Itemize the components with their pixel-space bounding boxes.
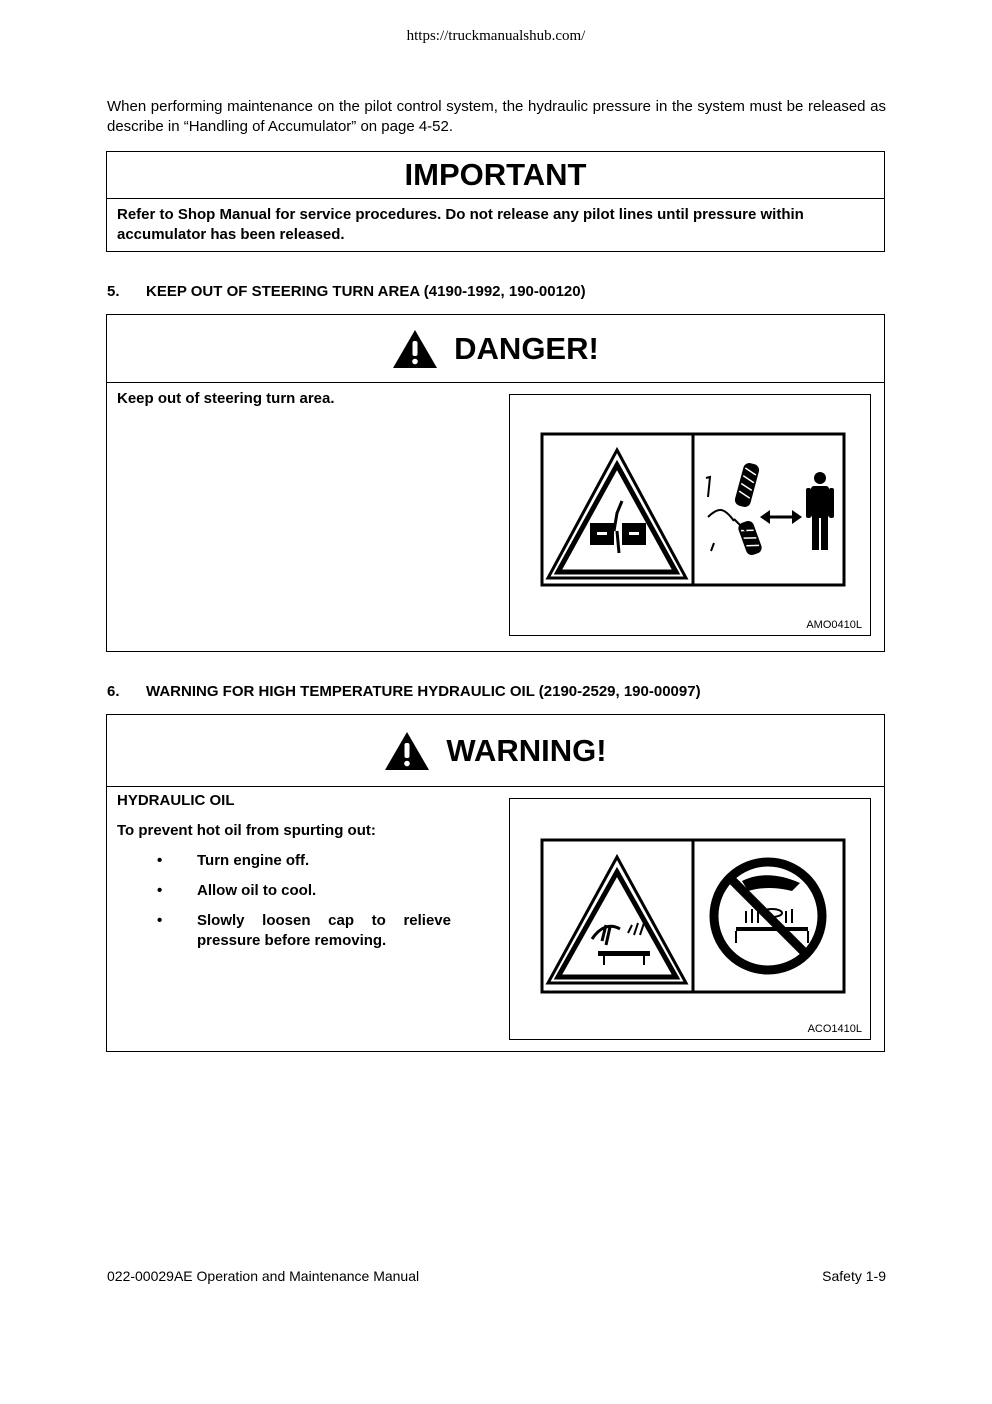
section-title: WARNING FOR HIGH TEMPERATURE HYDRAULIC OIL (2190-2529, 190-00097): [146, 683, 701, 700]
important-body: Refer to Shop Manual for service procedures. Do not release any pilot lines until pressure within accumulator has been released.: [117, 206, 804, 243]
section-number: 6.: [107, 683, 120, 700]
list-item: • Turn engine off.: [157, 852, 310, 869]
warning-box: [106, 714, 885, 1052]
danger-header: [107, 315, 884, 383]
danger-text: Keep out of steering turn area.: [117, 390, 335, 407]
figure-code: AMO0410L: [806, 619, 862, 631]
danger-title: DANGER!: [454, 330, 599, 366]
important-title: IMPORTANT: [404, 157, 587, 192]
danger-box: [106, 314, 885, 652]
footer-manual-title: 022-00029AE Operation and Maintenance Manual: [107, 1268, 420, 1284]
footer-page-number: Safety 1-9: [822, 1268, 886, 1284]
warning-title: WARNING!: [446, 732, 607, 768]
section-title: KEEP OUT OF STEERING TURN AREA (4190-1992, 190-00120): [146, 283, 586, 300]
hydraulic-oil-label: HYDRAULIC OIL: [117, 792, 235, 809]
steering-safety-label-figure: [509, 394, 871, 636]
list-item: • Slowly loosen cap to relieve pressure before removing.: [157, 912, 451, 949]
important-header: [107, 152, 884, 199]
section-number: 5.: [107, 283, 120, 300]
steering-pictogram: [510, 395, 870, 635]
header-url: https://truckmanualshub.com/: [406, 28, 586, 44]
precaution-list: [117, 851, 451, 961]
warning-triangle-icon: [392, 329, 438, 369]
section-5-heading: [107, 283, 586, 300]
warning-triangle-icon: [384, 731, 430, 771]
section-6-heading: [107, 683, 701, 700]
important-box: [106, 151, 885, 252]
hot-oil-pictogram: [510, 799, 870, 1039]
hot-oil-safety-label-figure: [509, 798, 871, 1040]
figure-code: ACO1410L: [807, 1023, 862, 1035]
prevent-text: To prevent hot oil from spurting out:: [117, 822, 376, 839]
warning-header: [107, 715, 884, 787]
list-item: • Allow oil to cool.: [157, 882, 317, 899]
intro-paragraph: When performing maintenance on the pilot control system, the hydraulic pressure in the system must be released as describe in “Handling of Accumulator” on page 4-52.: [107, 98, 886, 135]
